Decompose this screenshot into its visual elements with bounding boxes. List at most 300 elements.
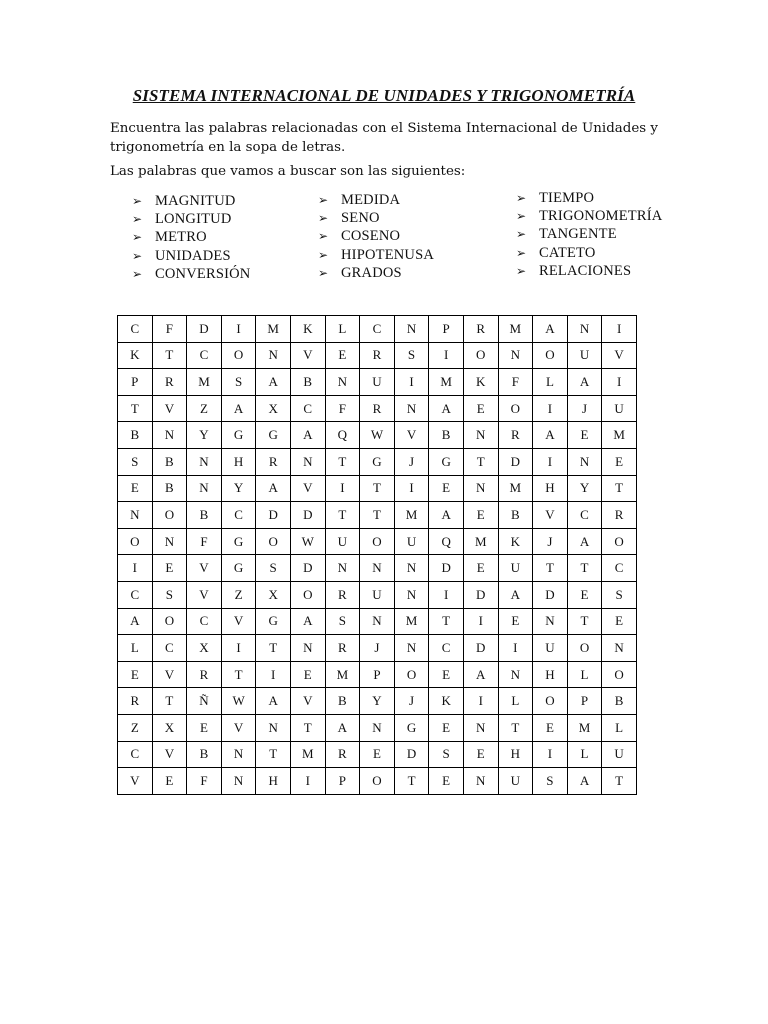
grid-cell: N bbox=[463, 768, 498, 795]
grid-cell: A bbox=[463, 661, 498, 688]
grid-cell: I bbox=[221, 316, 256, 343]
grid-cell: U bbox=[394, 528, 429, 555]
grid-cell: N bbox=[394, 395, 429, 422]
arrow-bullet-icon: ➢ bbox=[516, 190, 527, 205]
grid-cell: T bbox=[118, 395, 153, 422]
grid-cell: F bbox=[187, 768, 222, 795]
grid-cell: O bbox=[118, 528, 153, 555]
grid-cell: G bbox=[256, 608, 291, 635]
grid-cell: V bbox=[290, 475, 325, 502]
grid-cell: V bbox=[394, 422, 429, 449]
grid-cell: I bbox=[256, 661, 291, 688]
grid-cell: C bbox=[290, 395, 325, 422]
grid-cell: H bbox=[221, 448, 256, 475]
grid-cell: S bbox=[533, 768, 568, 795]
grid-cell: E bbox=[429, 768, 464, 795]
arrow-bullet-icon: ➢ bbox=[132, 267, 143, 282]
grid-cell: W bbox=[360, 422, 395, 449]
grid-cell: O bbox=[221, 342, 256, 369]
grid-cell: E bbox=[118, 661, 153, 688]
word-label: MEDIDA bbox=[341, 191, 401, 208]
word-column-2 bbox=[318, 191, 434, 283]
grid-cell: D bbox=[533, 581, 568, 608]
grid-cell: N bbox=[152, 528, 187, 555]
grid-cell: C bbox=[602, 555, 637, 582]
grid-cell: E bbox=[429, 714, 464, 741]
grid-cell: C bbox=[221, 502, 256, 529]
grid-cell: E bbox=[290, 661, 325, 688]
grid-cell: S bbox=[152, 581, 187, 608]
grid-cell: G bbox=[360, 448, 395, 475]
grid-cell: P bbox=[567, 688, 602, 715]
grid-cell: O bbox=[394, 661, 429, 688]
grid-cell: E bbox=[429, 475, 464, 502]
grid-cell: L bbox=[533, 369, 568, 396]
grid-cell: A bbox=[429, 395, 464, 422]
grid-cell: O bbox=[290, 581, 325, 608]
grid-cell: A bbox=[567, 528, 602, 555]
grid-row bbox=[118, 741, 637, 768]
grid-cell: A bbox=[533, 316, 568, 343]
grid-cell: C bbox=[118, 581, 153, 608]
grid-cell: M bbox=[394, 608, 429, 635]
grid-row bbox=[118, 448, 637, 475]
grid-cell: O bbox=[256, 528, 291, 555]
grid-cell: N bbox=[187, 475, 222, 502]
grid-cell: U bbox=[533, 635, 568, 662]
grid-cell: U bbox=[602, 741, 637, 768]
grid-cell: N bbox=[533, 608, 568, 635]
grid-cell: R bbox=[118, 688, 153, 715]
grid-cell: Y bbox=[360, 688, 395, 715]
grid-cell: P bbox=[118, 369, 153, 396]
grid-cell: G bbox=[221, 528, 256, 555]
grid-row bbox=[118, 422, 637, 449]
grid-cell: N bbox=[152, 422, 187, 449]
grid-cell: J bbox=[360, 635, 395, 662]
grid-cell: T bbox=[602, 475, 637, 502]
word-label: MAGNITUD bbox=[155, 192, 236, 209]
grid-cell: A bbox=[325, 714, 360, 741]
grid-cell: T bbox=[256, 741, 291, 768]
arrow-bullet-icon: ➢ bbox=[132, 248, 143, 263]
word-list-item bbox=[318, 209, 434, 227]
grid-cell: N bbox=[325, 369, 360, 396]
grid-cell: A bbox=[567, 768, 602, 795]
grid-cell: B bbox=[118, 422, 153, 449]
grid-cell: E bbox=[463, 555, 498, 582]
word-list-item bbox=[132, 247, 250, 265]
grid-cell: N bbox=[567, 316, 602, 343]
grid-cell: I bbox=[290, 768, 325, 795]
arrow-bullet-icon: ➢ bbox=[318, 247, 329, 262]
arrow-bullet-icon: ➢ bbox=[132, 212, 143, 227]
grid-cell: U bbox=[567, 342, 602, 369]
grid-cell: U bbox=[498, 768, 533, 795]
grid-cell: O bbox=[602, 528, 637, 555]
word-list-item bbox=[318, 265, 434, 283]
grid-cell: L bbox=[567, 741, 602, 768]
grid-cell: A bbox=[256, 369, 291, 396]
grid-cell: N bbox=[463, 422, 498, 449]
grid-cell: E bbox=[567, 581, 602, 608]
grid-cell: G bbox=[394, 714, 429, 741]
grid-cell: D bbox=[256, 502, 291, 529]
grid-cell: I bbox=[221, 635, 256, 662]
grid-cell: M bbox=[187, 369, 222, 396]
word-list-lead: Las palabras que vamos a buscar son las siguientes: bbox=[110, 164, 466, 179]
grid-cell: I bbox=[602, 316, 637, 343]
grid-cell: K bbox=[498, 528, 533, 555]
grid-cell: X bbox=[256, 581, 291, 608]
grid-cell: E bbox=[498, 608, 533, 635]
grid-cell: K bbox=[429, 688, 464, 715]
grid-cell: O bbox=[360, 768, 395, 795]
grid-cell: G bbox=[429, 448, 464, 475]
word-label: TRIGONOMETRÍA bbox=[539, 208, 663, 225]
grid-cell: S bbox=[256, 555, 291, 582]
grid-cell: W bbox=[290, 528, 325, 555]
grid-cell: J bbox=[567, 395, 602, 422]
grid-cell: U bbox=[325, 528, 360, 555]
grid-cell: E bbox=[152, 768, 187, 795]
grid-cell: N bbox=[256, 342, 291, 369]
grid-cell: T bbox=[360, 502, 395, 529]
grid-cell: I bbox=[394, 475, 429, 502]
grid-cell: P bbox=[429, 316, 464, 343]
grid-cell: N bbox=[290, 635, 325, 662]
grid-cell: K bbox=[118, 342, 153, 369]
grid-cell: V bbox=[187, 581, 222, 608]
grid-cell: Y bbox=[221, 475, 256, 502]
grid-cell: T bbox=[533, 555, 568, 582]
grid-cell: C bbox=[360, 316, 395, 343]
grid-cell: T bbox=[394, 768, 429, 795]
grid-cell: A bbox=[118, 608, 153, 635]
grid-cell: R bbox=[152, 369, 187, 396]
word-label: RELACIONES bbox=[539, 263, 632, 280]
grid-cell: T bbox=[221, 661, 256, 688]
grid-cell: A bbox=[533, 422, 568, 449]
grid-cell: V bbox=[290, 342, 325, 369]
grid-cell: B bbox=[602, 688, 637, 715]
grid-cell: A bbox=[498, 581, 533, 608]
grid-cell: E bbox=[187, 714, 222, 741]
grid-cell: Z bbox=[118, 714, 153, 741]
grid-cell: C bbox=[187, 608, 222, 635]
grid-cell: N bbox=[360, 608, 395, 635]
word-list-item bbox=[132, 192, 250, 210]
grid-cell: H bbox=[533, 661, 568, 688]
grid-cell: Y bbox=[567, 475, 602, 502]
word-label: LONGITUD bbox=[155, 211, 232, 228]
grid-cell: A bbox=[429, 502, 464, 529]
grid-cell: T bbox=[602, 768, 637, 795]
word-label: GRADOS bbox=[341, 265, 402, 282]
grid-cell: D bbox=[429, 555, 464, 582]
grid-cell: B bbox=[325, 688, 360, 715]
grid-row bbox=[118, 688, 637, 715]
grid-row bbox=[118, 635, 637, 662]
arrow-bullet-icon: ➢ bbox=[132, 193, 143, 208]
grid-cell: S bbox=[602, 581, 637, 608]
arrow-bullet-icon: ➢ bbox=[516, 227, 527, 242]
grid-cell: S bbox=[429, 741, 464, 768]
grid-cell: N bbox=[567, 448, 602, 475]
grid-cell: I bbox=[118, 555, 153, 582]
grid-cell: M bbox=[498, 316, 533, 343]
grid-cell: M bbox=[290, 741, 325, 768]
grid-cell: V bbox=[221, 714, 256, 741]
grid-cell: S bbox=[394, 342, 429, 369]
arrow-bullet-icon: ➢ bbox=[516, 245, 527, 260]
grid-cell: S bbox=[118, 448, 153, 475]
word-label: METRO bbox=[155, 229, 207, 246]
grid-cell: I bbox=[533, 448, 568, 475]
grid-cell: M bbox=[567, 714, 602, 741]
word-list-item bbox=[516, 189, 662, 207]
grid-cell: S bbox=[221, 369, 256, 396]
grid-cell: E bbox=[360, 741, 395, 768]
grid-cell: L bbox=[325, 316, 360, 343]
grid-cell: M bbox=[256, 316, 291, 343]
word-label: CATETO bbox=[539, 244, 596, 261]
grid-cell: E bbox=[152, 555, 187, 582]
grid-cell: O bbox=[463, 342, 498, 369]
grid-row bbox=[118, 528, 637, 555]
grid-cell: U bbox=[360, 369, 395, 396]
grid-cell: R bbox=[325, 635, 360, 662]
grid-cell: V bbox=[602, 342, 637, 369]
grid-cell: K bbox=[463, 369, 498, 396]
grid-cell: L bbox=[118, 635, 153, 662]
grid-cell: O bbox=[152, 608, 187, 635]
grid-cell: T bbox=[567, 555, 602, 582]
grid-cell: I bbox=[429, 581, 464, 608]
grid-cell: C bbox=[567, 502, 602, 529]
grid-cell: M bbox=[602, 422, 637, 449]
grid-cell: A bbox=[290, 422, 325, 449]
grid-cell: B bbox=[152, 475, 187, 502]
grid-cell: T bbox=[325, 502, 360, 529]
grid-cell: N bbox=[118, 502, 153, 529]
grid-cell: I bbox=[394, 369, 429, 396]
grid-cell: M bbox=[463, 528, 498, 555]
grid-cell: A bbox=[221, 395, 256, 422]
grid-cell: E bbox=[602, 448, 637, 475]
grid-cell: T bbox=[360, 475, 395, 502]
grid-cell: A bbox=[567, 369, 602, 396]
grid-cell: V bbox=[187, 555, 222, 582]
grid-cell: V bbox=[152, 395, 187, 422]
grid-cell: I bbox=[463, 688, 498, 715]
grid-cell: O bbox=[498, 395, 533, 422]
grid-cell: O bbox=[152, 502, 187, 529]
grid-cell: B bbox=[152, 448, 187, 475]
grid-cell: P bbox=[360, 661, 395, 688]
grid-cell: X bbox=[256, 395, 291, 422]
grid-cell: N bbox=[187, 448, 222, 475]
grid-cell: E bbox=[463, 741, 498, 768]
grid-cell: J bbox=[533, 528, 568, 555]
grid-cell: V bbox=[152, 741, 187, 768]
grid-cell: D bbox=[394, 741, 429, 768]
grid-cell: N bbox=[498, 342, 533, 369]
grid-cell: N bbox=[463, 714, 498, 741]
word-column-3 bbox=[516, 189, 662, 281]
grid-row bbox=[118, 316, 637, 343]
grid-cell: A bbox=[256, 475, 291, 502]
grid-cell: R bbox=[360, 342, 395, 369]
grid-cell: T bbox=[290, 714, 325, 741]
grid-cell: G bbox=[221, 555, 256, 582]
grid-cell: F bbox=[325, 395, 360, 422]
arrow-bullet-icon: ➢ bbox=[132, 230, 143, 245]
grid-cell: D bbox=[463, 581, 498, 608]
grid-cell: E bbox=[533, 714, 568, 741]
grid-cell: Q bbox=[325, 422, 360, 449]
word-list-item bbox=[132, 229, 250, 247]
arrow-bullet-icon: ➢ bbox=[318, 211, 329, 226]
grid-cell: O bbox=[360, 528, 395, 555]
grid-cell: J bbox=[394, 448, 429, 475]
grid-row bbox=[118, 475, 637, 502]
grid-cell: I bbox=[498, 635, 533, 662]
grid-cell: R bbox=[187, 661, 222, 688]
grid-cell: U bbox=[360, 581, 395, 608]
grid-cell: O bbox=[602, 661, 637, 688]
grid-cell: O bbox=[533, 342, 568, 369]
grid-cell: D bbox=[290, 502, 325, 529]
grid-cell: C bbox=[118, 316, 153, 343]
grid-cell: O bbox=[533, 688, 568, 715]
word-search-grid bbox=[117, 315, 637, 795]
grid-cell: A bbox=[290, 608, 325, 635]
grid-row bbox=[118, 555, 637, 582]
grid-cell: B bbox=[290, 369, 325, 396]
grid-cell: I bbox=[602, 369, 637, 396]
grid-cell: C bbox=[429, 635, 464, 662]
grid-cell: N bbox=[360, 714, 395, 741]
grid-cell: X bbox=[187, 635, 222, 662]
grid-cell: F bbox=[498, 369, 533, 396]
arrow-bullet-icon: ➢ bbox=[318, 266, 329, 281]
grid-cell: P bbox=[325, 768, 360, 795]
grid-cell: C bbox=[118, 741, 153, 768]
arrow-bullet-icon: ➢ bbox=[318, 229, 329, 244]
grid-row bbox=[118, 661, 637, 688]
grid-cell: N bbox=[394, 555, 429, 582]
word-label: UNIDADES bbox=[155, 247, 231, 264]
grid-cell: N bbox=[463, 475, 498, 502]
grid-cell: O bbox=[567, 635, 602, 662]
word-label: TIEMPO bbox=[539, 189, 595, 206]
grid-cell: N bbox=[221, 741, 256, 768]
grid-cell: W bbox=[221, 688, 256, 715]
word-label: SENO bbox=[341, 210, 380, 227]
grid-cell: E bbox=[325, 342, 360, 369]
grid-cell: N bbox=[394, 316, 429, 343]
grid-row bbox=[118, 502, 637, 529]
grid-cell: C bbox=[152, 635, 187, 662]
grid-cell: N bbox=[602, 635, 637, 662]
word-label: HIPOTENUSA bbox=[341, 246, 435, 263]
word-list-item bbox=[516, 207, 662, 225]
grid-cell: Z bbox=[187, 395, 222, 422]
grid-cell: N bbox=[290, 448, 325, 475]
grid-cell: B bbox=[187, 502, 222, 529]
word-label: CONVERSIÓN bbox=[155, 266, 251, 283]
word-list-item bbox=[516, 244, 662, 262]
grid-cell: H bbox=[256, 768, 291, 795]
grid-row bbox=[118, 395, 637, 422]
grid-cell: N bbox=[221, 768, 256, 795]
grid-cell: E bbox=[602, 608, 637, 635]
word-column-1 bbox=[132, 192, 250, 284]
grid-cell: R bbox=[325, 741, 360, 768]
grid-cell: J bbox=[394, 688, 429, 715]
grid-row bbox=[118, 608, 637, 635]
grid-cell: B bbox=[429, 422, 464, 449]
grid-cell: Z bbox=[221, 581, 256, 608]
word-list-item bbox=[132, 210, 250, 228]
grid-cell: B bbox=[187, 741, 222, 768]
grid-cell: D bbox=[463, 635, 498, 662]
grid-cell: L bbox=[498, 688, 533, 715]
grid-cell: M bbox=[325, 661, 360, 688]
grid-cell: I bbox=[533, 741, 568, 768]
grid-cell: G bbox=[256, 422, 291, 449]
intro-paragraph: Encuentra las palabras relacionadas con el Sistema Internacional de Unidades y trigonometría en la sopa de letras. bbox=[110, 121, 658, 155]
grid-cell: R bbox=[256, 448, 291, 475]
grid-row bbox=[118, 768, 637, 795]
grid-cell: C bbox=[187, 342, 222, 369]
word-list-item bbox=[318, 228, 434, 246]
grid-cell: U bbox=[602, 395, 637, 422]
grid-cell: B bbox=[498, 502, 533, 529]
page-title: SISTEMA INTERNACIONAL DE UNIDADES Y TRIGONOMETRÍA bbox=[132, 86, 636, 105]
grid-cell: E bbox=[118, 475, 153, 502]
word-list-item bbox=[516, 226, 662, 244]
grid-cell: G bbox=[221, 422, 256, 449]
grid-cell: D bbox=[498, 448, 533, 475]
grid-cell: N bbox=[394, 581, 429, 608]
grid-cell: N bbox=[360, 555, 395, 582]
grid-cell: N bbox=[256, 714, 291, 741]
grid-cell: A bbox=[256, 688, 291, 715]
grid-cell: N bbox=[394, 635, 429, 662]
grid-cell: Y bbox=[187, 422, 222, 449]
grid-cell: R bbox=[325, 581, 360, 608]
word-list-item bbox=[318, 246, 434, 264]
word-label: TANGENTE bbox=[539, 226, 617, 243]
grid-cell: Ñ bbox=[187, 688, 222, 715]
grid-cell: I bbox=[463, 608, 498, 635]
grid-cell: E bbox=[463, 502, 498, 529]
grid-cell: L bbox=[602, 714, 637, 741]
grid-cell: H bbox=[498, 741, 533, 768]
grid-cell: F bbox=[152, 316, 187, 343]
grid-cell: U bbox=[498, 555, 533, 582]
grid-row bbox=[118, 714, 637, 741]
grid-cell: R bbox=[498, 422, 533, 449]
grid-cell: I bbox=[429, 342, 464, 369]
grid-cell: T bbox=[325, 448, 360, 475]
grid-cell: T bbox=[152, 342, 187, 369]
grid-cell: R bbox=[360, 395, 395, 422]
grid-cell: D bbox=[290, 555, 325, 582]
grid-row bbox=[118, 369, 637, 396]
